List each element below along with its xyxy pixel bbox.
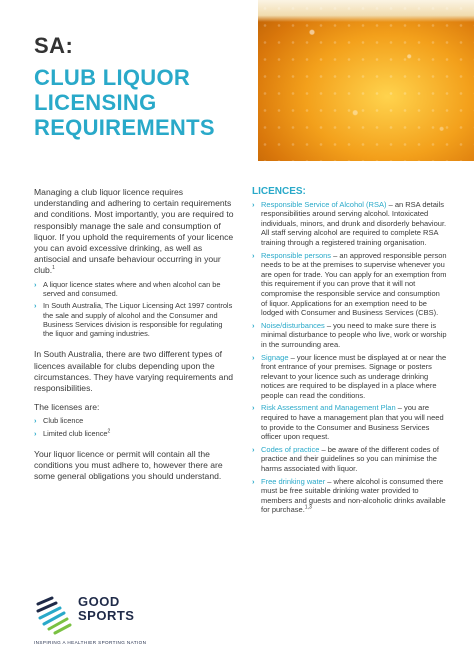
list-item: › Signage – your licence must be displayed at or near the front entrance of your premises. Signage or posters relevant to your licence such as underage drinking notices are required to be displayed in a place where people can read the conditions. xyxy=(252,353,448,401)
good-sports-logo xyxy=(34,590,164,650)
list-item: › Limited club licence$^2$ xyxy=(34,429,234,438)
licence-facts-list xyxy=(34,280,234,339)
list-item: › Noise/disturbances – you need to make sure there is minimal disturbance to people who live, work or worship in the surrounding area. xyxy=(252,321,448,350)
title-line-1: CLUB LIQUOR xyxy=(34,65,191,90)
list-item: › A liquor licence states where and when alcohol can be served and consumed. xyxy=(34,280,234,299)
title-line-3: REQUIREMENTS xyxy=(34,115,215,140)
list-item: › Responsible Service of Alcohol (RSA) – an RSA details responsibilities around serving alcohol. Intoxicated individuals, minors, and drunk and disorderly behaviour. All staff serving alcohol are required to complete RSA training through a registered training organisation. xyxy=(252,200,448,248)
state-label: SA: xyxy=(34,33,74,58)
right-column xyxy=(252,187,448,518)
page-title xyxy=(34,65,215,140)
licence-types-paragraph: In South Australia, there are two different types of licences available for clubs depending upon the circumstances. They have varying requirements and responsibilities. xyxy=(34,349,234,394)
licence-conditions-list xyxy=(252,200,448,515)
list-item: › Responsible persons – an approved responsible person needs to be at the premises to supervise whenever you are open for trade. You can apply for an exemption from this requirement if you can prove that it will not compromise the responsible service and consumption of liquor. Applications for an exemption need to be lodged with Consumer and Business Services (CBS). xyxy=(252,251,448,318)
list-item: › Free drinking water – where alcohol is consumed there must be free suitable drinking water provided to members and guests and non-alcoholic drinks available for purchase.$^{1,3}$ xyxy=(252,477,448,515)
list-item: › Risk Assessment and Management Plan – you are required to have a management plan that you will need to provide to the Consumer and Business Services officer upon request. xyxy=(252,403,448,441)
list-item: › Club licence xyxy=(34,416,234,425)
obligations-paragraph: Your liquor licence or permit will contain all the conditions you must adhere to, however there are some general obligations you should understand. xyxy=(34,449,223,482)
list-item: › Codes of practice – be aware of the different codes of practice and their guidelines so you can minimise the harms associated with liquor. xyxy=(252,445,448,474)
licence-types-list xyxy=(34,416,234,438)
left-column xyxy=(34,187,234,483)
good-sports-mark-icon xyxy=(34,594,74,636)
logo-tagline: INSPIRING A HEALTHIER SPORTING NATION xyxy=(34,640,147,645)
intro-paragraph: Managing a club liquor licence requires understanding and adhering to certain requirements and conditions. Most importantly, you are required to responsibly manage the sale and consumption of liquor. If you uphold the requirements of your licence you can avoid excessive drinking, as well as antisocial and unsafe behaviour occurring in your club.$^1$ xyxy=(34,187,234,276)
list-item: › In South Australia, The Liquor Licensing Act 1997 controls the sale and supply of alcohol and the Consumer and Business Services division is responsible for regulating the liquor and gaming industries. xyxy=(34,301,234,338)
title-line-2: LICENSING xyxy=(34,90,157,115)
licenses-label: The licenses are: xyxy=(34,402,100,413)
licences-heading: LICENCES: xyxy=(252,186,306,197)
logo-wordmark: GOOD SPORTS xyxy=(78,594,135,623)
beer-photo xyxy=(258,0,474,161)
